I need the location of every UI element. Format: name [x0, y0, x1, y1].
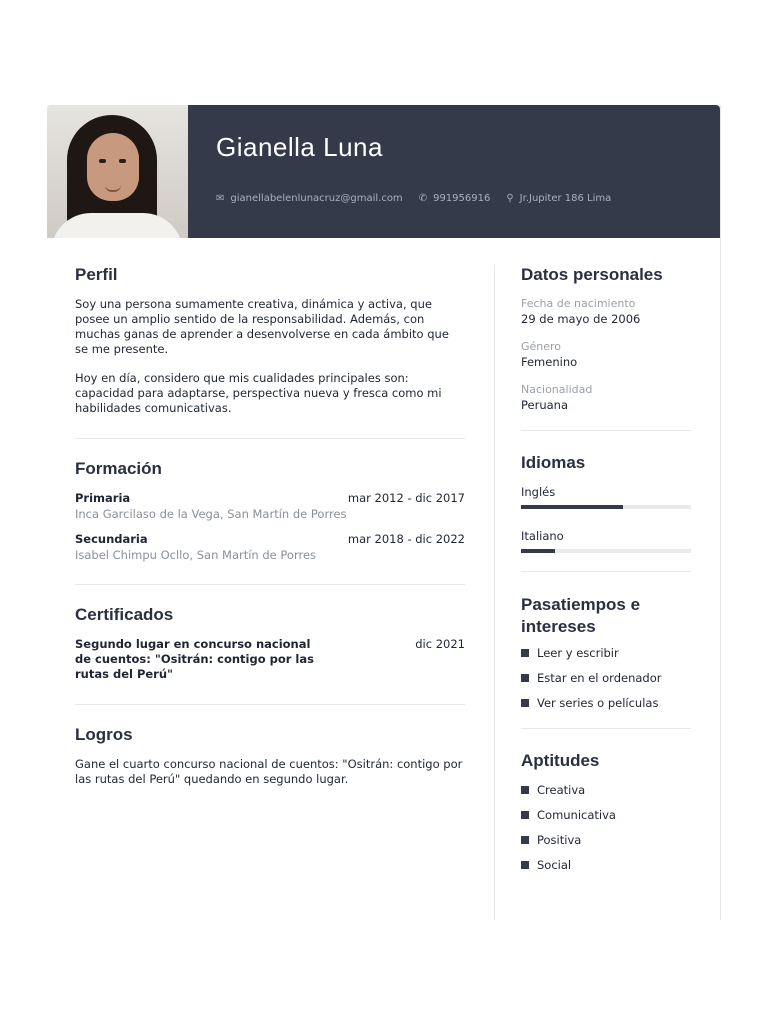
hobby-text: Ver series o películas — [537, 696, 659, 710]
perfil-paragraph-1: Soy una persona sumamente creativa, dinámica y activa, que posee un amplio sentido de la responsabilidad. Además, con muchas ganas de aprender a desenvolverse en cada ámbito que se me presente. — [75, 297, 449, 356]
resume-header — [47, 105, 720, 238]
entry-title: Primaria — [75, 491, 131, 505]
hobby-text: Estar en el ordenador — [537, 671, 662, 685]
contact-phone[interactable] — [419, 193, 491, 204]
section-datos-personales — [521, 265, 691, 412]
personal-field — [521, 383, 691, 412]
skill-text: Comunicativa — [537, 808, 616, 822]
phone-text: 991956916 — [433, 193, 491, 204]
section-certificados — [75, 605, 465, 682]
skill-item — [521, 833, 691, 847]
column-divider — [494, 265, 495, 920]
skill-item — [521, 808, 691, 822]
language-level-bar — [521, 549, 691, 553]
candidate-name: Gianella Luna — [216, 132, 383, 162]
skill-text: Social — [537, 858, 572, 872]
personal-field — [521, 297, 691, 326]
hobby-text: Leer y escribir — [537, 646, 619, 660]
square-bullet-icon — [521, 811, 529, 819]
section-title: Certificados — [75, 605, 174, 624]
square-bullet-icon — [521, 674, 529, 682]
map-pin-icon: ⚲ — [506, 193, 514, 204]
perfil-paragraph-2: Hoy en día, considero que mis cualidades principales son: capacidad para adaptarse, perspectiva nueva y fresca como mi habilidades comunicativas. — [75, 371, 442, 415]
contact-address — [506, 193, 611, 204]
education-entry — [75, 491, 465, 521]
certificate-title: Segundo lugar en concurso nacional de cuentos: "Ositrán: contigo por las rutas del Perú" — [75, 637, 314, 681]
entry-place: Isabel Chimpu Ocllo, San Martín de Porres — [75, 548, 317, 562]
skill-text: Positiva — [537, 833, 582, 847]
contact-email[interactable] — [216, 193, 403, 204]
section-title: Pasatiempos e intereses — [521, 595, 641, 636]
square-bullet-icon — [521, 786, 529, 794]
left-column — [75, 265, 465, 787]
entry-title: Secundaria — [75, 532, 148, 546]
language-name: Italiano — [521, 529, 564, 543]
section-idiomas — [521, 453, 691, 553]
section-title: Aptitudes — [521, 751, 600, 770]
email-text: gianellabelenlunacruz@gmail.com — [230, 193, 403, 204]
hobby-item — [521, 671, 691, 685]
square-bullet-icon — [521, 699, 529, 707]
language-item — [521, 529, 691, 553]
profile-photo — [47, 105, 188, 238]
divider — [521, 571, 691, 572]
square-bullet-icon — [521, 649, 529, 657]
phone-icon: ✆ — [418, 193, 428, 204]
hobby-item — [521, 696, 691, 710]
address-text: Jr.Jupiter 186 Lima — [519, 193, 612, 204]
skill-item — [521, 783, 691, 797]
square-bullet-icon — [521, 836, 529, 844]
divider — [75, 584, 465, 585]
section-title: Datos personales — [521, 265, 663, 284]
divider — [75, 438, 465, 439]
section-aptitudes — [521, 751, 691, 872]
language-level-fill — [521, 549, 555, 553]
section-perfil — [75, 265, 465, 416]
hobby-item — [521, 646, 691, 660]
section-title: Logros — [75, 725, 133, 744]
section-logros — [75, 725, 465, 787]
square-bullet-icon — [521, 861, 529, 869]
entry-place: Inca Garcilaso de la Vega, San Martín de Porres — [75, 507, 347, 521]
right-column — [521, 265, 691, 872]
skill-item — [521, 858, 691, 872]
entry-date: mar 2012 - dic 2017 — [347, 491, 465, 505]
field-value: Femenino — [521, 355, 578, 369]
education-entry — [75, 532, 465, 562]
language-name: Inglés — [521, 485, 556, 499]
personal-field — [521, 340, 691, 369]
section-title: Idiomas — [521, 453, 586, 472]
section-formacion — [75, 459, 465, 562]
divider — [75, 704, 465, 705]
divider — [521, 728, 691, 729]
section-title: Formación — [75, 459, 162, 478]
field-value: Peruana — [521, 398, 568, 412]
field-label: Género — [521, 340, 562, 353]
divider — [521, 430, 691, 431]
field-label: Nacionalidad — [521, 383, 593, 396]
entry-date: mar 2018 - dic 2022 — [347, 532, 465, 546]
section-title: Perfil — [75, 265, 118, 284]
field-label: Fecha de nacimiento — [521, 297, 636, 310]
language-level-fill — [521, 505, 623, 509]
certificate-entry — [75, 637, 465, 682]
certificate-date: dic 2021 — [415, 637, 465, 651]
section-pasatiempos — [521, 594, 691, 710]
language-item — [521, 485, 691, 509]
logros-text: Gane el cuarto concurso nacional de cuentos: "Ositrán: contigo por las rutas del Perú" quedando en segundo lugar. — [75, 757, 463, 786]
header-banner — [188, 105, 720, 238]
language-level-bar — [521, 505, 691, 509]
resume-card — [47, 105, 721, 920]
contact-bar — [216, 193, 611, 204]
field-value: 29 de mayo de 2006 — [521, 312, 641, 326]
skill-text: Creativa — [537, 783, 586, 797]
envelope-icon: ✉ — [216, 193, 225, 204]
